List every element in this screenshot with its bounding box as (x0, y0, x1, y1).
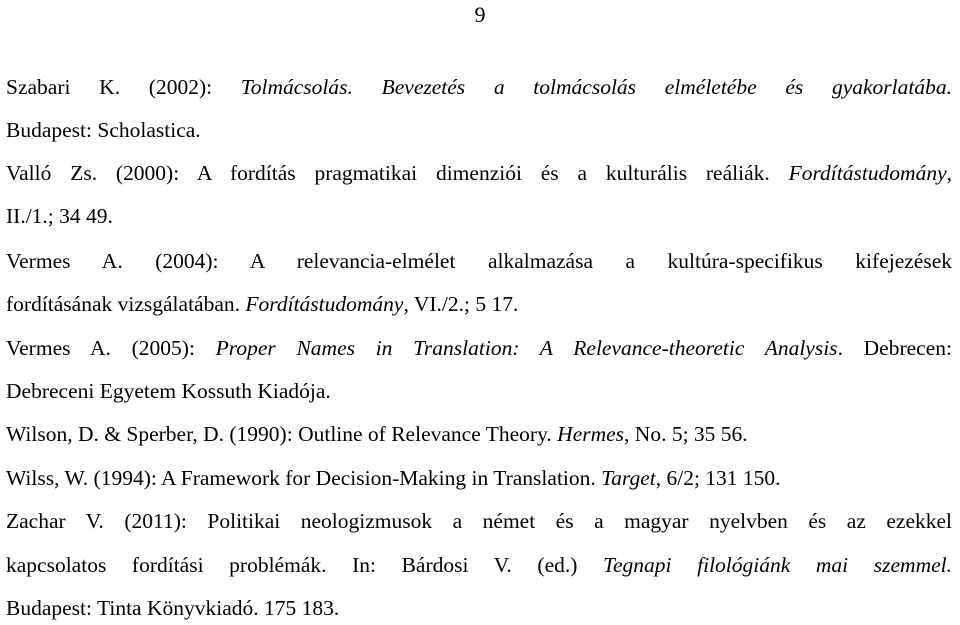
italic-title: Hermes (557, 422, 625, 446)
text-segment: Vermes A. (2004): A relevancia-elmélet alkalmazása a kultúra-specifikus kifejezések (6, 249, 952, 273)
text-segment: , No. 5; 35 56. (624, 422, 748, 446)
page-number: 9 (474, 2, 486, 27)
text-segment: Zachar V. (2011): Politikai neologizmusok a német és a magyar nyelvben és az ezekkel (6, 509, 952, 533)
italic-title: Tegnapi filológiánk mai szemmel. (603, 553, 952, 577)
text-segment: II./1.; 34 49. (6, 204, 113, 228)
text-segment: . Debrecen: (837, 336, 952, 360)
reference-line (6, 419, 952, 449)
reference-line (6, 333, 952, 363)
reference-line (6, 158, 952, 188)
italic-title: Fordítástudomány (788, 161, 947, 185)
text-segment: Wilss, W. (1994): A Framework for Decision-Making in Translation. (6, 466, 602, 490)
reference-line (6, 506, 952, 536)
reference-line (6, 201, 952, 231)
italic-title: Fordítástudomány (245, 292, 404, 316)
italic-title: Tolmácsolás. Bevezetés a tolmácsolás elméletébe és gyakorlatába. (240, 75, 952, 99)
text-segment: , VI./2.; 5 17. (403, 292, 519, 316)
text-segment: Budapest: Tinta Könyvkiadó. 175 183. (6, 596, 340, 620)
reference-line (6, 376, 952, 406)
text-segment: Debreceni Egyetem Kossuth Kiadója. (6, 379, 331, 403)
text-segment: Vermes A. (2005): (6, 336, 216, 360)
reference-line (6, 463, 952, 493)
text-segment: Szabari K. (2002): (6, 75, 241, 99)
text-segment: , 6/2; 131 150. (655, 466, 781, 490)
text-segment: kapcsolatos fordítási problémák. In: Bárdosi V. (ed.) (6, 553, 604, 577)
italic-title: Target (601, 466, 656, 490)
text-segment: Wilson, D. & Sperber, D. (1990): Outline of Relevance Theory. (6, 422, 558, 446)
reference-line (6, 289, 952, 319)
text-segment: fordításának vizsgálatában. (6, 292, 246, 316)
text-segment: Valló Zs. (2000): A fordítás pragmatikai dimenziói és a kulturális reáliák. (6, 161, 789, 185)
text-segment: , (946, 161, 952, 185)
reference-line (6, 550, 952, 580)
italic-title: Proper Names in Translation: A Relevance-theoretic Analysis (215, 336, 838, 360)
reference-line (6, 246, 952, 276)
reference-line (6, 593, 952, 623)
text-segment: Budapest: Scholastica. (6, 118, 201, 142)
reference-line (6, 115, 952, 145)
reference-line (6, 72, 952, 102)
